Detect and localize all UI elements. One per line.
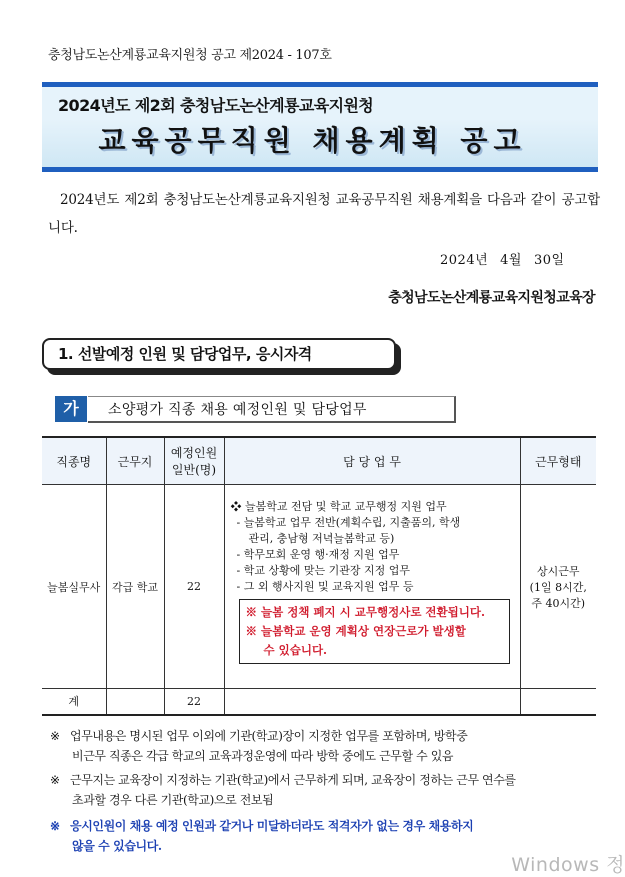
title-subtitle: 2024년도 제2회 충청남도논산계룡교육지원청 — [58, 96, 374, 115]
date-month: 4월 — [500, 253, 522, 268]
cell-job: 늘봄실무사 — [42, 485, 106, 689]
recruitment-table — [42, 436, 596, 716]
cell-work-type — [520, 485, 596, 689]
windows-activation-watermark: Windows 정 — [511, 854, 625, 876]
intro-paragraph: 2024년도 제2회 충청남도논산계룡교육지원청 교육공무직원 채용계획을 다음과 같이 공고합니다. — [48, 192, 600, 236]
header-location: 근무지 — [106, 437, 164, 485]
note-line: 않을 수 있습니다. — [72, 839, 162, 853]
table-row — [42, 485, 596, 689]
total-label: 계 — [42, 689, 106, 715]
note-mark: ※ — [50, 819, 60, 833]
header-duties: 담 당 업 무 — [224, 437, 520, 485]
table-total-row — [42, 689, 596, 715]
page-title: 교육공무직원 채용계획 공고 — [98, 124, 527, 157]
duty-line: ❖ 늘봄학교 전담 및 학교 교무행정 지원 업무 — [230, 500, 447, 513]
warning-line: 수 있습니다. — [263, 643, 328, 657]
duty-line: - 그 외 행사지원 및 교육지원 업무 등 — [236, 580, 414, 593]
note-1 — [50, 726, 602, 766]
header-count — [164, 437, 224, 485]
total-empty — [106, 689, 164, 715]
header-count-line1: 예정인원 — [170, 446, 218, 460]
date-year: 2024년 — [440, 253, 489, 268]
header-count-line2: 일반(명) — [171, 463, 217, 477]
note-mark: ※ — [50, 773, 60, 787]
header-job: 직종명 — [42, 437, 106, 485]
duty-line: - 학교 상황에 맞는 기관장 지정 업무 — [236, 564, 410, 577]
header-work-type: 근무형태 — [520, 437, 596, 485]
duty-line: - 늘봄학교 업무 전반(계획수립, 지출품의, 학생 — [236, 516, 461, 529]
warning-box — [239, 599, 510, 664]
cell-duties — [224, 485, 520, 689]
warning-line: ※ 늘봄학교 운영 계획상 연장근로가 발생할 — [245, 624, 466, 638]
work-type-line: (1일 8시간, — [529, 580, 587, 594]
note-line: 응시인원이 채용 예정 인원과 같거나 미달하더라도 적격자가 없는 경우 채용하지 — [70, 819, 474, 833]
note-line: 비근무 직종은 각급 학교의 교육과정운영에 따라 방학 중에도 근무할 수 있음 — [72, 749, 454, 763]
announcement-date — [440, 249, 577, 268]
subsection-title: 소양평가 직종 채용 예정인원 및 담당업무 — [108, 402, 367, 418]
total-count: 22 — [164, 689, 224, 715]
duty-line: - 학무모회 운영 행·재정 지원 업무 — [236, 548, 400, 561]
note-line: 근무지는 교육장이 지정하는 기관(학교)에서 근무하게 되며, 교육장이 정하는 근무 연수를 — [70, 773, 516, 787]
work-type-line: 주 40시간) — [531, 596, 586, 610]
date-day: 30일 — [534, 253, 565, 268]
note-mark: ※ — [50, 729, 60, 743]
note-line: 초과할 경우 다른 기관(학교)으로 전보됨 — [72, 793, 274, 807]
work-type-line: 상시근무 — [536, 564, 580, 578]
subsection-marker: 가 — [55, 396, 87, 422]
note-2 — [50, 770, 602, 810]
cell-location: 각급 학교 — [106, 485, 164, 689]
note-line: 업무내용은 명시된 업무 이외에 기관(학교)장이 지정한 업무를 포함하며, 방학중 — [70, 729, 468, 743]
duty-line: 관리, 충남형 저녁늘봄학교 등) — [248, 532, 395, 545]
table-header-row — [42, 437, 596, 485]
issuer: 충청남도논산계룡교육지원청교육장 — [388, 290, 595, 306]
total-empty — [520, 689, 596, 715]
total-empty — [224, 689, 520, 715]
notice-number: 충청남도논산계룡교육지원청 공고 제2024 - 107호 — [48, 48, 332, 63]
cell-count: 22 — [164, 485, 224, 689]
warning-line: ※ 늘봄 정책 폐지 시 교무행정사로 전환됩니다. — [245, 605, 485, 619]
section-heading: 1. 선발예정 인원 및 담당업무, 응시자격 — [58, 345, 312, 363]
